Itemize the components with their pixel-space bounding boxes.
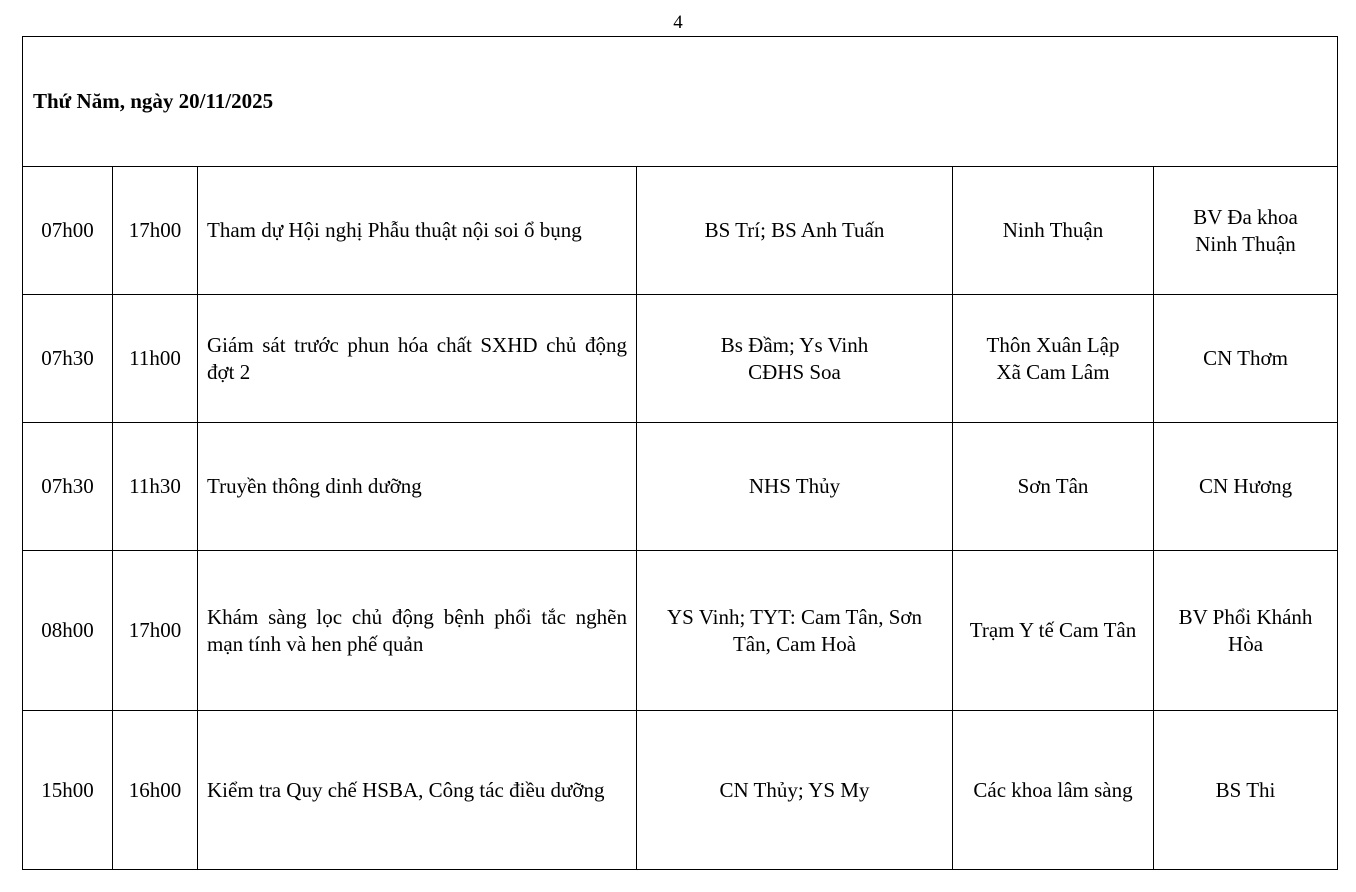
start-time: 07h00 [23,167,113,295]
participants-line: Bs Đầm; Ys Vinh [720,332,869,357]
location-line: Ninh Thuận [1002,218,1104,242]
location-line: Sơn Tân [1017,474,1089,498]
location-cell [953,711,1154,870]
host-line: CN Hương [1199,474,1293,498]
location-line: Xã Cam Lâm [996,359,1110,384]
end-time: 17h00 [113,167,198,295]
table-row [23,295,1338,423]
table-row [23,423,1338,551]
participants-line: CĐHS Soa [748,359,841,384]
participants-line: CN Thủy; YS My [719,777,870,802]
date-heading: Thứ Năm, ngày 20/11/2025 [23,37,1338,167]
participants-cell [637,551,953,711]
activity-content: Khám sàng lọc chủ động bệnh phổi tắc nghẽn mạn tính và hen phế quản [198,551,637,711]
activity-content: Tham dự Hội nghị Phẫu thuật nội soi ổ bụng [198,167,637,295]
participants-line: YS Vinh; TYT: Cam Tân, Sơn Tân, Cam Hoà [667,604,922,656]
participants-cell [637,295,953,423]
page-number: 4 [673,12,683,33]
location-cell [953,167,1154,295]
host-line: BV Phổi Khánh Hòa [1178,604,1313,656]
start-time: 15h00 [23,711,113,870]
participants-cell [637,711,953,870]
end-time: 11h00 [113,295,198,423]
table-row [23,711,1338,870]
end-time: 17h00 [113,551,198,711]
schedule-table [22,36,1338,870]
end-time: 16h00 [113,711,198,870]
host-cell [1154,295,1338,423]
host-cell [1154,711,1338,870]
host-line: Ninh Thuận [1195,231,1296,256]
participants-line: NHS Thủy [748,474,841,498]
location-cell [953,551,1154,711]
activity-content: Truyền thông dinh dưỡng [198,423,637,551]
activity-content: Giám sát trước phun hóa chất SXHD chủ động đợt 2 [198,295,637,423]
location-cell [953,423,1154,551]
host-cell [1154,551,1338,711]
start-time: 07h30 [23,423,113,551]
location-line: Thôn Xuân Lập [986,332,1120,357]
location-cell [953,295,1154,423]
host-line: BS Thi [1215,777,1276,802]
start-time: 07h30 [23,295,113,423]
start-time: 08h00 [23,551,113,711]
location-line: Trạm Y tế Cam Tân [969,618,1137,642]
participants-line: BS Trí; BS Anh Tuấn [704,218,885,242]
participants-cell [637,423,953,551]
date-row [23,37,1338,167]
table-row [23,551,1338,711]
table-row [23,167,1338,295]
host-line: BV Đa khoa [1193,204,1298,229]
host-line: CN Thơm [1203,346,1288,370]
end-time: 11h30 [113,423,198,551]
participants-cell [637,167,953,295]
host-cell [1154,423,1338,551]
activity-content: Kiểm tra Quy chế HSBA, Công tác điều dưỡng [198,711,637,870]
host-cell [1154,167,1338,295]
location-line: Các khoa lâm sàng [973,777,1133,802]
